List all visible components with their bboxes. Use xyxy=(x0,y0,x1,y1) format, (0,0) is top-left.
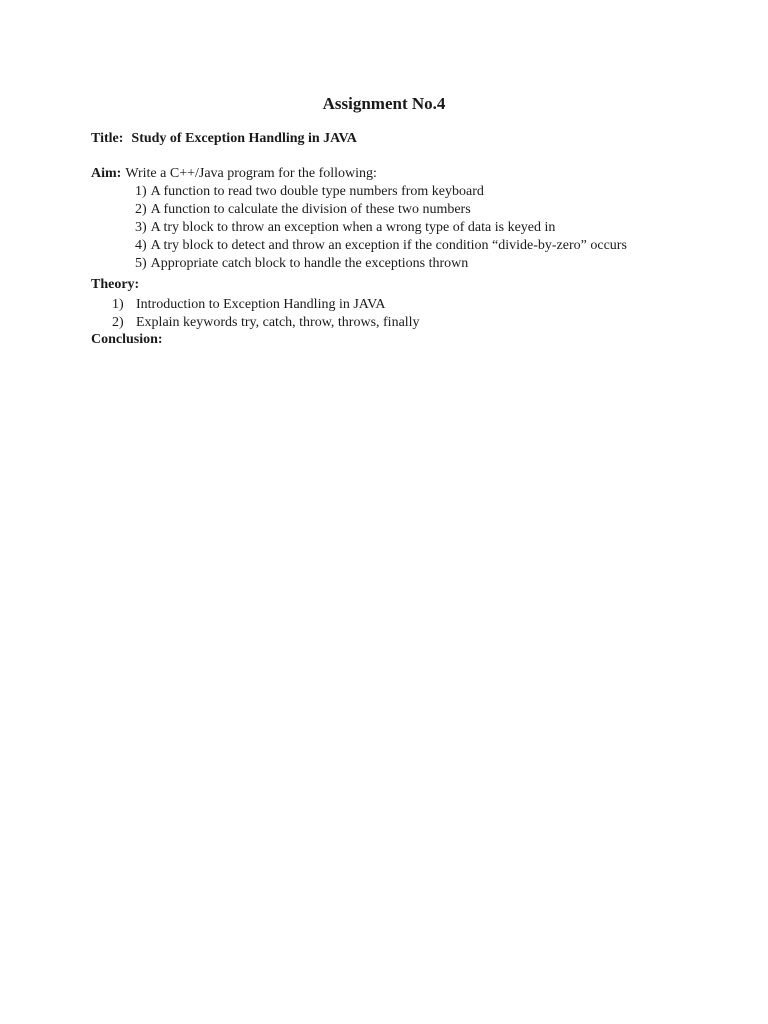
list-item xyxy=(112,314,420,332)
list-item xyxy=(112,296,420,314)
list-item-text: A try block to detect and throw an exception if the condition “divide-by-zero” occurs xyxy=(150,238,627,253)
list-item-number: 2) xyxy=(135,202,147,217)
list-item-number: 3) xyxy=(135,220,147,235)
page-title: Assignment No.4 xyxy=(322,94,446,113)
list-item-text: Appropriate catch block to handle the exceptions thrown xyxy=(150,256,469,271)
list-item-number: 2) xyxy=(112,315,124,330)
theory-list xyxy=(112,296,420,332)
aim-text: Write a C++/Java program for the following: xyxy=(125,166,377,181)
list-item-number: 1) xyxy=(112,297,124,312)
theory-heading: Theory: xyxy=(91,277,140,292)
title-text: Study of Exception Handling in JAVA xyxy=(131,131,357,146)
aim-label: Aim: xyxy=(91,166,122,181)
list-item xyxy=(135,183,627,201)
list-item xyxy=(135,237,627,255)
list-item-number: 4) xyxy=(135,238,147,253)
list-item xyxy=(135,201,627,219)
list-item xyxy=(135,255,627,273)
list-item-text: A function to calculate the division of these two numbers xyxy=(150,202,471,217)
aim-list xyxy=(135,183,627,273)
aim-line xyxy=(91,165,377,183)
list-item xyxy=(135,219,627,237)
list-item-number: 1) xyxy=(135,184,147,199)
title-label: Title: xyxy=(91,131,124,146)
conclusion-heading: Conclusion: xyxy=(91,332,163,347)
list-item-text: Explain keywords try, catch, throw, throws, finally xyxy=(136,315,420,330)
list-item-text: A function to read two double type numbers from keyboard xyxy=(150,184,484,199)
assignment-title-line xyxy=(91,130,357,148)
list-item-text: Introduction to Exception Handling in JAVA xyxy=(136,297,386,312)
list-item-number: 5) xyxy=(135,256,147,271)
list-item-text: A try block to throw an exception when a wrong type of data is keyed in xyxy=(150,220,556,235)
